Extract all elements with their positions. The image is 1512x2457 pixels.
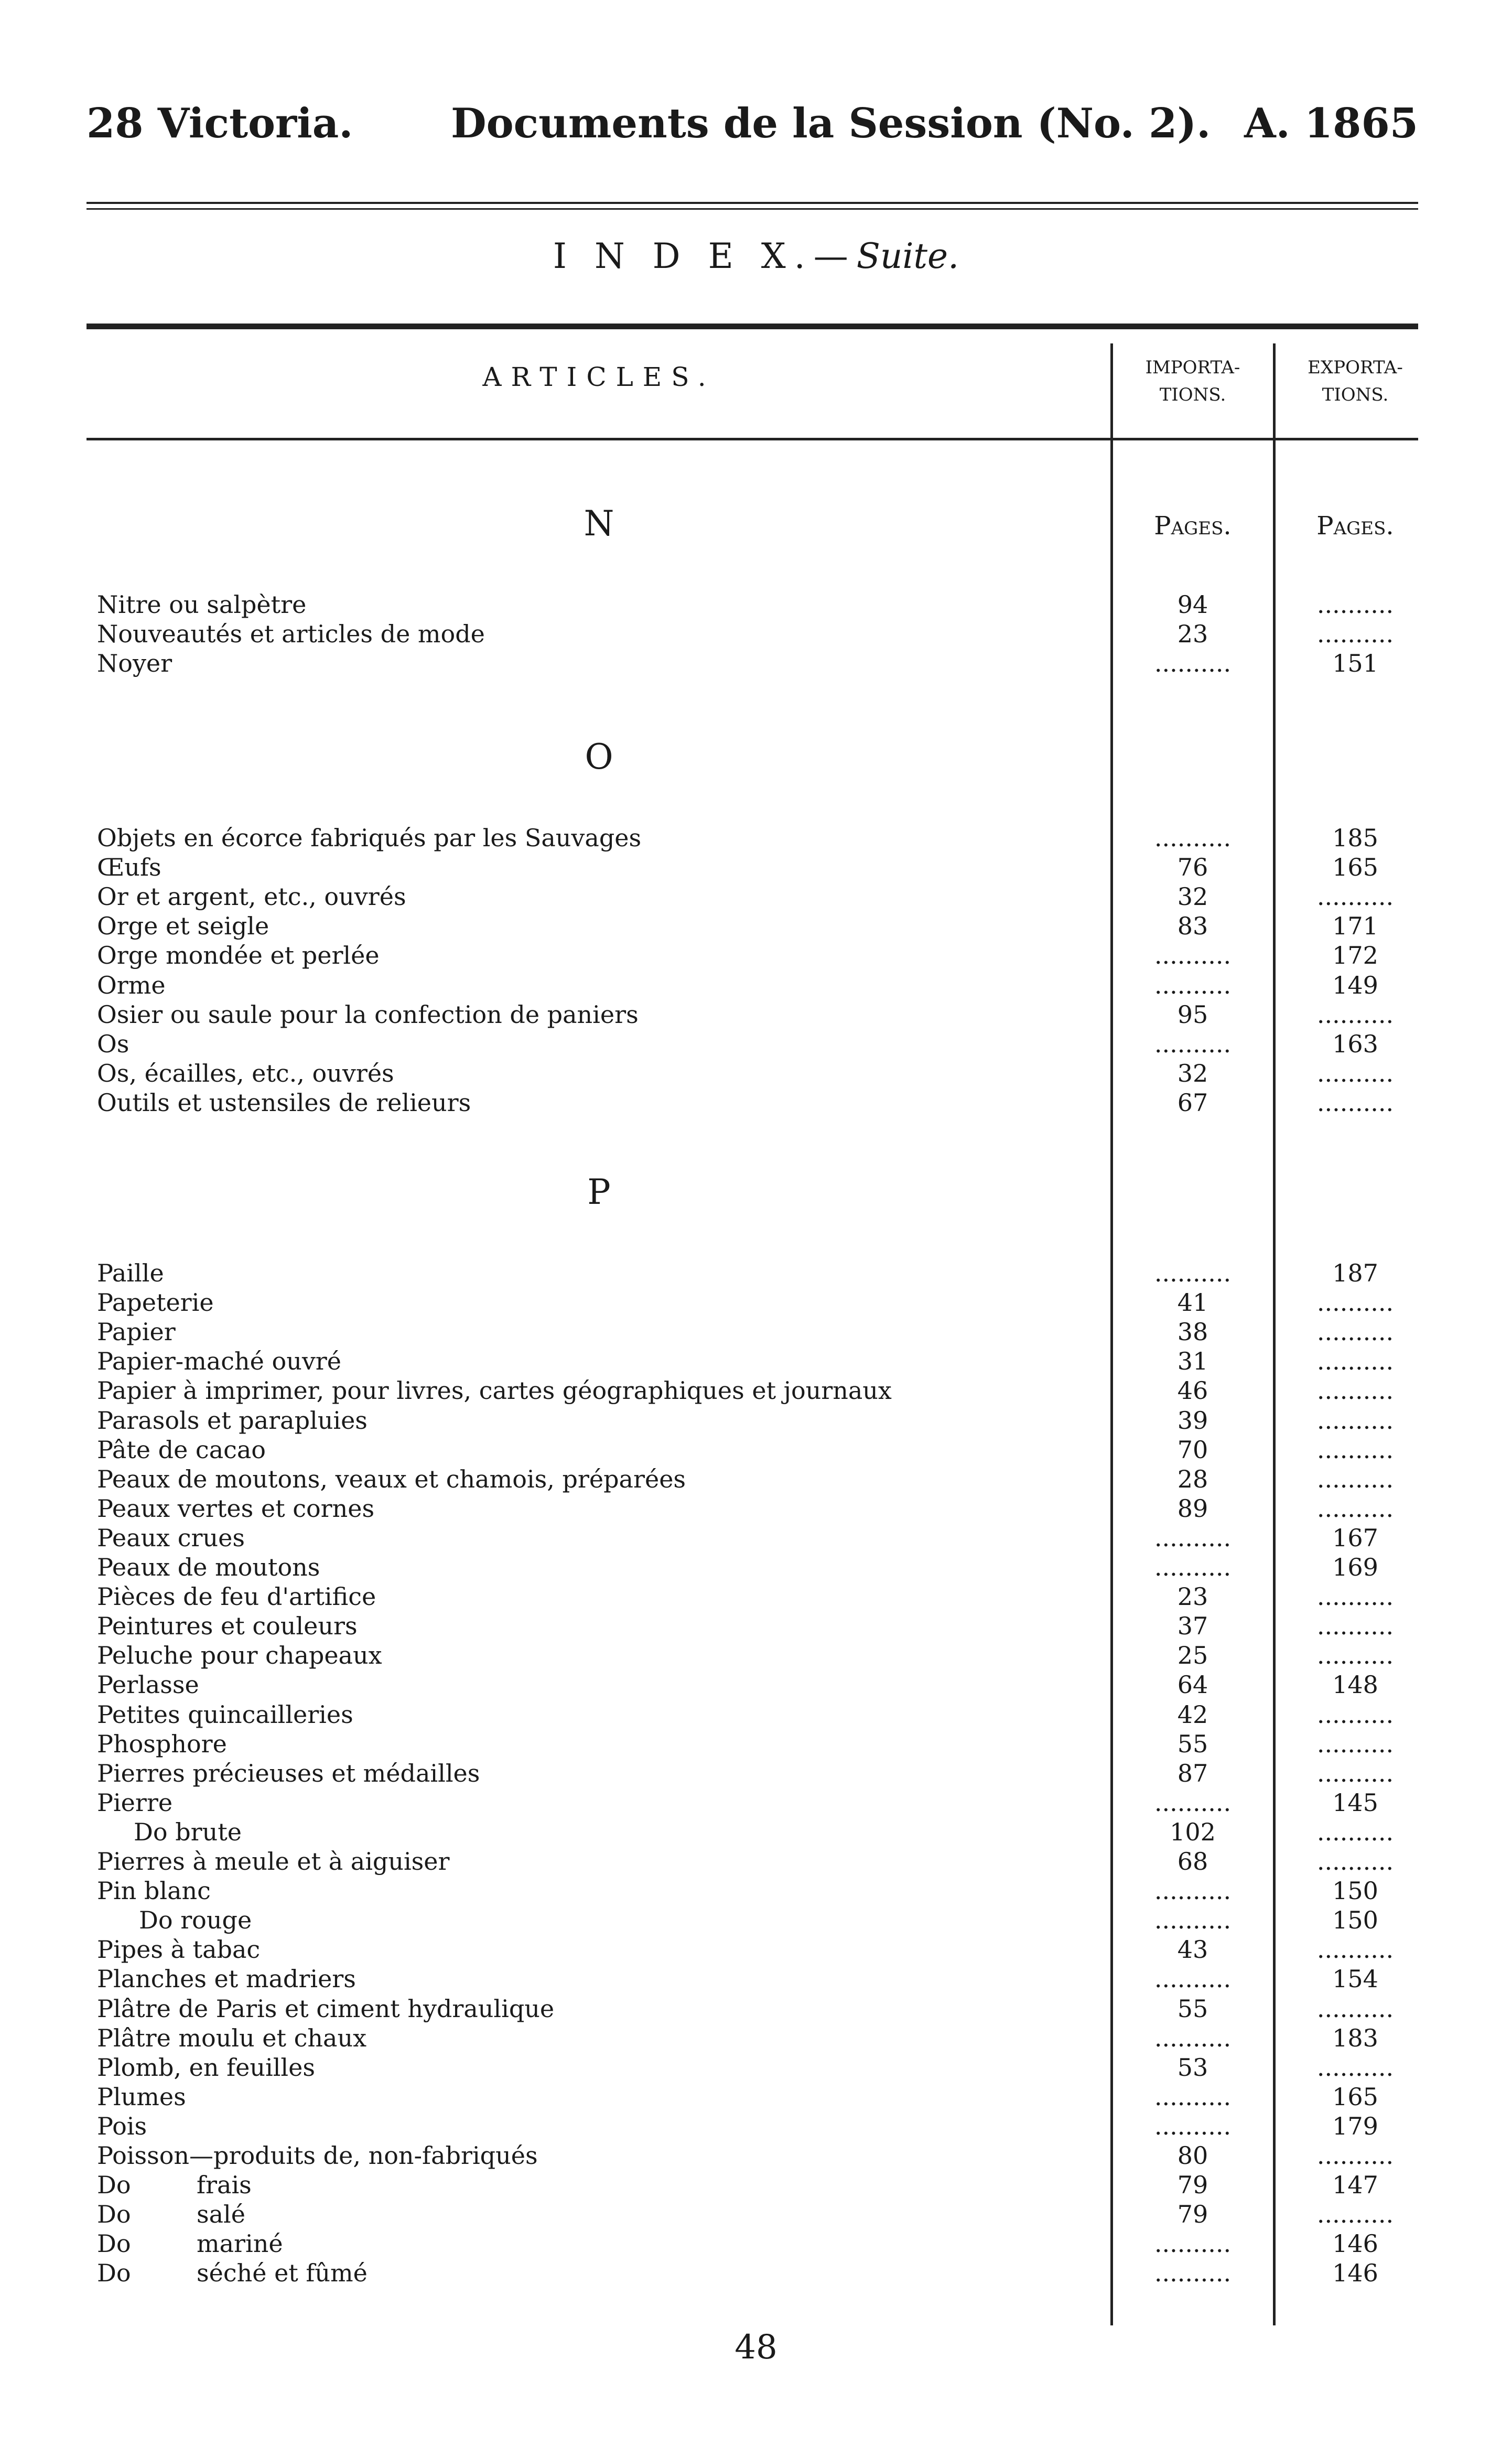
article-text: séché et fûmé bbox=[197, 2259, 368, 2288]
exportations-page: .......... bbox=[1316, 1088, 1394, 1117]
exportations-page: .......... bbox=[1316, 1318, 1394, 1346]
index-row bbox=[0, 1905, 1512, 1935]
article-text: Plumes bbox=[97, 2082, 186, 2111]
article-label bbox=[97, 971, 1111, 1000]
exportations-page: .......... bbox=[1316, 882, 1394, 911]
article-label bbox=[97, 1641, 1111, 1670]
index-row bbox=[0, 1935, 1512, 1964]
article-text: Os bbox=[97, 1029, 129, 1058]
article-label bbox=[97, 2082, 1111, 2111]
index-row bbox=[0, 2023, 1512, 2053]
importations-page: .......... bbox=[1154, 649, 1232, 678]
exportations-page: 185 bbox=[1332, 824, 1378, 852]
index-row bbox=[0, 1582, 1512, 1611]
importations-page: 32 bbox=[1177, 1059, 1208, 1087]
exportations-page: 187 bbox=[1332, 1259, 1378, 1287]
exportations-page: 150 bbox=[1332, 1877, 1378, 1905]
article-label bbox=[97, 1464, 1111, 1494]
index-row bbox=[0, 1346, 1512, 1376]
article-label bbox=[97, 2023, 1111, 2053]
index-row bbox=[0, 619, 1512, 649]
importations-page: 102 bbox=[1170, 1817, 1216, 1846]
index-row bbox=[0, 2111, 1512, 2141]
exportations-page: .......... bbox=[1316, 1464, 1394, 1493]
exportations-page: .......... bbox=[1316, 1406, 1394, 1435]
index-row bbox=[0, 1964, 1512, 1993]
index-row bbox=[0, 1876, 1512, 1905]
index-row bbox=[0, 1670, 1512, 1699]
index-row bbox=[0, 941, 1512, 970]
importations-page: .......... bbox=[1154, 2229, 1232, 2258]
article-text: Petites quincailleries bbox=[97, 1700, 353, 1729]
exportations-page: 165 bbox=[1332, 853, 1378, 882]
index-row bbox=[0, 2053, 1512, 2082]
exportations-page: .......... bbox=[1316, 1759, 1394, 1787]
article-label bbox=[97, 1994, 1111, 2023]
section-letter-p: P bbox=[587, 1172, 611, 1212]
importations-page: 23 bbox=[1177, 620, 1208, 649]
exportations-page: .......... bbox=[1316, 1729, 1394, 1758]
importations-page: 42 bbox=[1177, 1700, 1208, 1729]
exportations-page: .......... bbox=[1316, 1288, 1394, 1317]
importations-page: 25 bbox=[1177, 1641, 1208, 1670]
article-text: Papier-maché ouvré bbox=[97, 1347, 342, 1376]
importations-page: 70 bbox=[1177, 1435, 1208, 1464]
importations-page: .......... bbox=[1154, 2082, 1232, 2111]
index-title-suite: Suite. bbox=[856, 236, 959, 276]
article-label bbox=[97, 1759, 1111, 1788]
index-row bbox=[0, 1759, 1512, 1788]
article-text: Nouveautés et articles de mode bbox=[97, 620, 485, 649]
article-label bbox=[97, 2229, 1111, 2258]
article-label bbox=[97, 1376, 1111, 1405]
importations-page: 79 bbox=[1177, 2200, 1208, 2229]
exportations-page: 172 bbox=[1332, 941, 1378, 970]
importations-page: 31 bbox=[1177, 1347, 1208, 1376]
exportations-page: 154 bbox=[1332, 1965, 1378, 1993]
index-row bbox=[0, 1847, 1512, 1876]
article-label bbox=[97, 1000, 1111, 1029]
exportations-page: 146 bbox=[1332, 2259, 1378, 2288]
exportations-page: 146 bbox=[1332, 2229, 1378, 2258]
importations-page: .......... bbox=[1154, 1788, 1232, 1817]
importations-page: .......... bbox=[1154, 2111, 1232, 2140]
importations-page: 46 bbox=[1177, 1376, 1208, 1405]
importations-page: .......... bbox=[1154, 1965, 1232, 1993]
exportations-page: 171 bbox=[1332, 912, 1378, 941]
article-text: Orge et seigle bbox=[97, 912, 269, 941]
article-text: Peaux crues bbox=[97, 1523, 245, 1552]
importations-page: .......... bbox=[1154, 824, 1232, 852]
importations-page: 80 bbox=[1177, 2141, 1208, 2170]
importations-page: .......... bbox=[1154, 1877, 1232, 1905]
article-label bbox=[97, 1670, 1111, 1699]
importations-page: 43 bbox=[1177, 1935, 1208, 1964]
article-label bbox=[97, 1435, 1111, 1464]
article-text: Osier ou saule pour la confection de paniers bbox=[97, 1000, 639, 1029]
exportations-page: .......... bbox=[1316, 1994, 1394, 2023]
article-text: Perlasse bbox=[97, 1671, 199, 1699]
article-text: Peintures et couleurs bbox=[97, 1612, 358, 1641]
article-label bbox=[97, 1494, 1111, 1523]
index-row bbox=[0, 1288, 1512, 1317]
article-text: Do brute bbox=[134, 1817, 242, 1846]
importations-page: 76 bbox=[1177, 853, 1208, 882]
importations-page: .......... bbox=[1154, 1029, 1232, 1058]
article-text: Poisson—produits de, non-fabriqués bbox=[97, 2141, 538, 2170]
article-text: Parasols et parapluies bbox=[97, 1406, 368, 1435]
importations-page: 87 bbox=[1177, 1759, 1208, 1787]
article-text: Planches et madriers bbox=[97, 1965, 356, 1993]
article-label bbox=[97, 853, 1111, 882]
article-label bbox=[97, 619, 1111, 649]
exportations-page: 163 bbox=[1332, 1029, 1378, 1058]
exportations-page: 148 bbox=[1332, 1671, 1378, 1699]
index-row bbox=[0, 2258, 1512, 2288]
index-row bbox=[0, 649, 1512, 678]
importations-column-header: IMPORTA- TIONS. bbox=[1145, 357, 1240, 405]
importations-page: .......... bbox=[1154, 941, 1232, 970]
index-row bbox=[0, 1464, 1512, 1494]
exportations-page: .......... bbox=[1316, 1847, 1394, 1876]
article-label bbox=[97, 1059, 1111, 1088]
exportations-page: .......... bbox=[1316, 1494, 1394, 1523]
article-label bbox=[139, 1905, 1111, 1935]
article-text: Peaux de moutons, veaux et chamois, préparées bbox=[97, 1464, 686, 1493]
importations-page: 32 bbox=[1177, 882, 1208, 911]
header-right: A. 1865 bbox=[1244, 100, 1418, 147]
article-label bbox=[97, 1788, 1111, 1817]
header-left: 28 Victoria. bbox=[87, 100, 353, 147]
running-head bbox=[87, 100, 1418, 168]
article-text: Do rouge bbox=[139, 1906, 252, 1935]
article-text: Orme bbox=[97, 971, 166, 999]
index-row bbox=[0, 2082, 1512, 2111]
index-row bbox=[0, 1406, 1512, 1435]
article-label bbox=[97, 911, 1111, 941]
index-row bbox=[0, 1088, 1512, 1117]
importations-page: .......... bbox=[1154, 1906, 1232, 1935]
article-text: Papeterie bbox=[97, 1288, 214, 1317]
header-center: Documents de la Session (No. 2). bbox=[451, 100, 1211, 147]
importations-page: 64 bbox=[1177, 1671, 1208, 1699]
article-text: Os, écailles, etc., ouvrés bbox=[97, 1059, 394, 1087]
article-label bbox=[97, 1964, 1111, 1993]
article-text: Pierre bbox=[97, 1788, 173, 1817]
ditto-mark: Do bbox=[97, 2229, 131, 2258]
index-row bbox=[0, 1553, 1512, 1582]
importations-page: 28 bbox=[1177, 1464, 1208, 1493]
importations-page: .......... bbox=[1154, 1259, 1232, 1287]
importations-page: .......... bbox=[1154, 971, 1232, 999]
ditto-mark: Do bbox=[97, 2200, 131, 2229]
section-letter-o: O bbox=[585, 737, 613, 777]
table-top-rule bbox=[87, 324, 1418, 329]
exportations-page: .......... bbox=[1316, 1817, 1394, 1846]
article-text: Noyer bbox=[97, 649, 172, 678]
article-text: Plâtre moulu et chaux bbox=[97, 2023, 367, 2052]
index-row bbox=[0, 1700, 1512, 1729]
importations-page: 67 bbox=[1177, 1088, 1208, 1117]
exportations-page: .......... bbox=[1316, 1435, 1394, 1464]
article-label bbox=[97, 1523, 1111, 1553]
index-row bbox=[0, 853, 1512, 882]
importations-page: 38 bbox=[1177, 1318, 1208, 1346]
section-letter-n: N bbox=[584, 503, 614, 544]
article-text: Or et argent, etc., ouvrés bbox=[97, 882, 406, 911]
article-label bbox=[97, 1876, 1111, 1905]
exportations-pages-label: Pages. bbox=[1316, 511, 1394, 541]
ditto-mark: Do bbox=[97, 2171, 131, 2200]
exportations-page: 167 bbox=[1332, 1523, 1378, 1552]
article-text: Orge mondée et perlée bbox=[97, 941, 380, 970]
article-label bbox=[97, 941, 1111, 970]
index-row bbox=[0, 1317, 1512, 1346]
index-row bbox=[0, 1059, 1512, 1088]
importations-pages-label: Pages. bbox=[1154, 511, 1232, 541]
index-row bbox=[0, 1029, 1512, 1059]
index-row bbox=[0, 1523, 1512, 1553]
article-text: Pierres à meule et à aiguiser bbox=[97, 1847, 450, 1876]
exportations-page: .......... bbox=[1316, 1059, 1394, 1087]
index-row bbox=[0, 823, 1512, 853]
importations-page: .......... bbox=[1154, 2259, 1232, 2288]
article-text: Pierres précieuses et médailles bbox=[97, 1759, 480, 1787]
article-text: Peaux de moutons bbox=[97, 1553, 320, 1581]
exportations-page: .......... bbox=[1316, 1612, 1394, 1641]
importations-page: 23 bbox=[1177, 1582, 1208, 1611]
exportations-page: .......... bbox=[1316, 620, 1394, 649]
article-label bbox=[97, 1317, 1111, 1346]
article-label bbox=[97, 1088, 1111, 1117]
article-label bbox=[97, 1288, 1111, 1317]
index-row bbox=[0, 1729, 1512, 1759]
importations-page: 55 bbox=[1177, 1994, 1208, 2023]
article-text: Plâtre de Paris et ciment hydraulique bbox=[97, 1994, 555, 2023]
exportations-page: 149 bbox=[1332, 971, 1378, 999]
article-text: Phosphore bbox=[97, 1729, 227, 1758]
article-text: mariné bbox=[197, 2229, 283, 2258]
index-title bbox=[0, 236, 1512, 276]
exportations-page: .......... bbox=[1316, 1935, 1394, 1964]
exportations-page: .......... bbox=[1316, 2141, 1394, 2170]
exportations-page: .......... bbox=[1316, 1700, 1394, 1729]
article-label bbox=[97, 1700, 1111, 1729]
article-label bbox=[134, 1817, 1111, 1847]
index-row bbox=[0, 1435, 1512, 1464]
article-label bbox=[97, 1847, 1111, 1876]
importations-page: 55 bbox=[1177, 1729, 1208, 1758]
importations-page: .......... bbox=[1154, 1553, 1232, 1581]
article-label bbox=[97, 1258, 1111, 1288]
article-text: Pièces de feu d'artifice bbox=[97, 1582, 376, 1611]
importations-page: 83 bbox=[1177, 912, 1208, 941]
article-label bbox=[97, 2170, 1111, 2200]
index-row bbox=[0, 1994, 1512, 2023]
article-text: Paille bbox=[97, 1259, 164, 1287]
exportations-page: 165 bbox=[1332, 2082, 1378, 2111]
importations-page: 37 bbox=[1177, 1612, 1208, 1641]
article-label bbox=[97, 590, 1111, 619]
article-text: Pois bbox=[97, 2111, 147, 2140]
exportations-page: 169 bbox=[1332, 1553, 1378, 1581]
article-label bbox=[97, 882, 1111, 911]
index-row bbox=[0, 1494, 1512, 1523]
article-label bbox=[97, 1346, 1111, 1376]
header-underline bbox=[87, 438, 1418, 440]
article-text: Peaux vertes et cornes bbox=[97, 1494, 375, 1523]
article-text: Plomb, en feuilles bbox=[97, 2053, 315, 2082]
exportations-page: .......... bbox=[1316, 1376, 1394, 1405]
article-text: Pin blanc bbox=[97, 1877, 211, 1905]
article-label bbox=[97, 2258, 1111, 2288]
article-label bbox=[97, 1582, 1111, 1611]
importations-page: 41 bbox=[1177, 1288, 1208, 1317]
article-text: Papier bbox=[97, 1318, 176, 1346]
importations-page: 39 bbox=[1177, 1406, 1208, 1435]
index-row bbox=[0, 2229, 1512, 2258]
article-text: Papier à imprimer, pour livres, cartes géographiques et journaux bbox=[97, 1376, 892, 1405]
article-label bbox=[97, 1729, 1111, 1759]
importations-page: 94 bbox=[1177, 590, 1208, 619]
importations-page: .......... bbox=[1154, 2023, 1232, 2052]
page-number: 48 bbox=[735, 2328, 777, 2367]
article-text: Peluche pour chapeaux bbox=[97, 1641, 382, 1670]
article-text: Œufs bbox=[97, 853, 161, 882]
article-text: Pipes à tabac bbox=[97, 1935, 261, 1964]
article-text: Outils et ustensiles de relieurs bbox=[97, 1088, 471, 1117]
exportations-page: .......... bbox=[1316, 1000, 1394, 1029]
article-label bbox=[97, 2053, 1111, 2082]
index-row bbox=[0, 590, 1512, 619]
index-row bbox=[0, 1000, 1512, 1029]
article-text: frais bbox=[197, 2171, 252, 2200]
exportations-page: .......... bbox=[1316, 1641, 1394, 1670]
index-row bbox=[0, 1258, 1512, 1288]
exportations-page: .......... bbox=[1316, 1347, 1394, 1376]
index-row bbox=[0, 971, 1512, 1000]
article-label bbox=[97, 1935, 1111, 1964]
index-row bbox=[0, 1641, 1512, 1670]
index-row bbox=[0, 1376, 1512, 1405]
article-label bbox=[97, 1029, 1111, 1059]
importations-page: 79 bbox=[1177, 2171, 1208, 2200]
index-title-main: I N D E X.— bbox=[553, 236, 857, 276]
article-label bbox=[97, 1611, 1111, 1641]
importations-page: 95 bbox=[1177, 1000, 1208, 1029]
exportations-page: 145 bbox=[1332, 1788, 1378, 1817]
article-text: Nitre ou salpètre bbox=[97, 590, 307, 619]
exportations-page: 179 bbox=[1332, 2111, 1378, 2140]
article-text: salé bbox=[197, 2200, 245, 2229]
header-rule-bottom bbox=[87, 208, 1418, 210]
article-text: Pâte de cacao bbox=[97, 1435, 266, 1464]
exportations-page: 147 bbox=[1332, 2171, 1378, 2200]
exportations-page: .......... bbox=[1316, 590, 1394, 619]
importations-page: .......... bbox=[1154, 1523, 1232, 1552]
exportations-column-header: EXPORTA- TIONS. bbox=[1308, 357, 1403, 405]
exportations-page: .......... bbox=[1316, 2053, 1394, 2082]
exportations-page: 150 bbox=[1332, 1906, 1378, 1935]
index-row bbox=[0, 1817, 1512, 1847]
importations-page: 89 bbox=[1177, 1494, 1208, 1523]
article-text: Objets en écorce fabriqués par les Sauvages bbox=[97, 824, 642, 852]
article-label bbox=[97, 649, 1111, 678]
index-row bbox=[0, 882, 1512, 911]
exportations-page: 151 bbox=[1332, 649, 1378, 678]
exportations-page: .......... bbox=[1316, 2200, 1394, 2229]
article-label bbox=[97, 2200, 1111, 2229]
article-label bbox=[97, 1406, 1111, 1435]
importations-page: 53 bbox=[1177, 2053, 1208, 2082]
index-row bbox=[0, 911, 1512, 941]
index-row bbox=[0, 2141, 1512, 2170]
article-label bbox=[97, 823, 1111, 853]
header-rule-top bbox=[87, 202, 1418, 204]
index-row bbox=[0, 1611, 1512, 1641]
index-row bbox=[0, 2170, 1512, 2200]
article-label bbox=[97, 1553, 1111, 1582]
exportations-page: .......... bbox=[1316, 1582, 1394, 1611]
article-label bbox=[97, 2111, 1111, 2141]
exportations-page: 183 bbox=[1332, 2023, 1378, 2052]
articles-column-header: ARTICLES. bbox=[482, 362, 716, 392]
ditto-mark: Do bbox=[97, 2259, 131, 2288]
index-row bbox=[0, 2200, 1512, 2229]
article-label bbox=[97, 2141, 1111, 2170]
importations-page: 68 bbox=[1177, 1847, 1208, 1876]
index-row bbox=[0, 1788, 1512, 1817]
